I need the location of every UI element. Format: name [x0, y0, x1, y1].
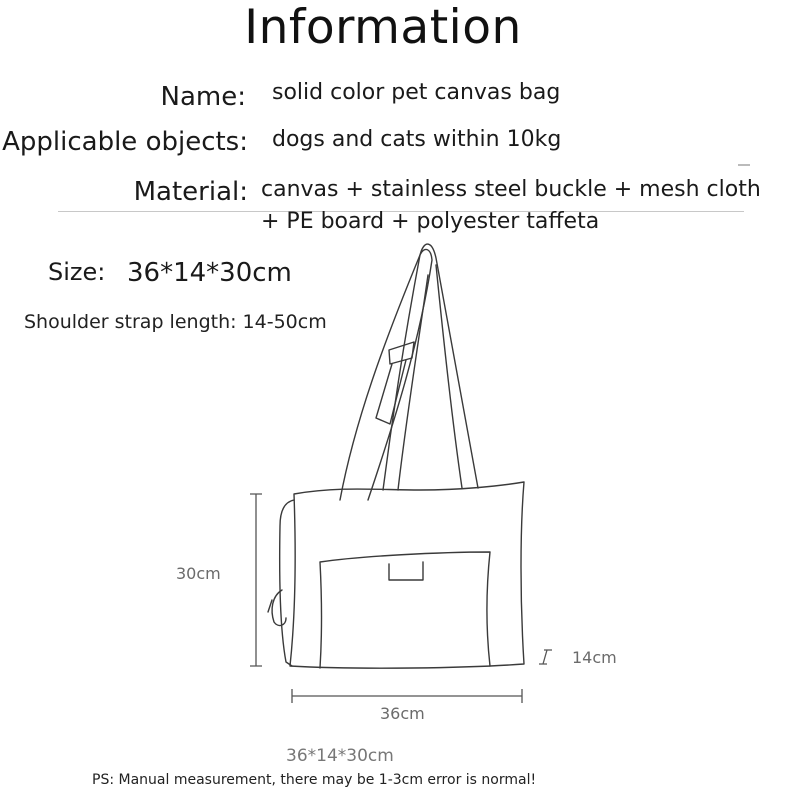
footer-note: PS: Manual measurement, there may be 1-3cm error is normal!: [92, 772, 537, 788]
depth-dimension-line: [539, 650, 552, 664]
applicable-objects-label: Applicable objects:: [2, 127, 248, 157]
pocket-tab: [389, 562, 423, 580]
material-value-line2: + PE board + polyester taffeta: [261, 209, 600, 234]
depth-label: 14cm: [572, 648, 617, 667]
size-value: 36*14*30cm: [127, 258, 292, 288]
size-label: Size:: [48, 258, 106, 286]
material-value-line1: canvas + stainless steel buckle + mesh cloth: [261, 177, 761, 202]
front-pocket: [320, 552, 490, 668]
height-dimension-line: [250, 494, 262, 666]
width-dimension-line: [292, 689, 522, 703]
shoulder-strap-length: Shoulder strap length: 14-50cm: [24, 311, 327, 333]
height-label: 30cm: [176, 564, 221, 583]
bag-strap-back: [383, 244, 478, 490]
bag-strap-back-inner: [398, 265, 462, 490]
page-title: Information: [244, 0, 522, 55]
name-value: solid color pet canvas bag: [272, 80, 561, 105]
name-label: Name:: [160, 82, 246, 112]
material-label: Material:: [133, 177, 248, 207]
bag-body: [290, 482, 524, 668]
side-toggle: [272, 590, 286, 625]
width-label: 36cm: [380, 704, 425, 723]
applicable-objects-value: dogs and cats within 10kg: [272, 127, 562, 152]
footer-dimensions: 36*14*30cm: [286, 746, 394, 766]
